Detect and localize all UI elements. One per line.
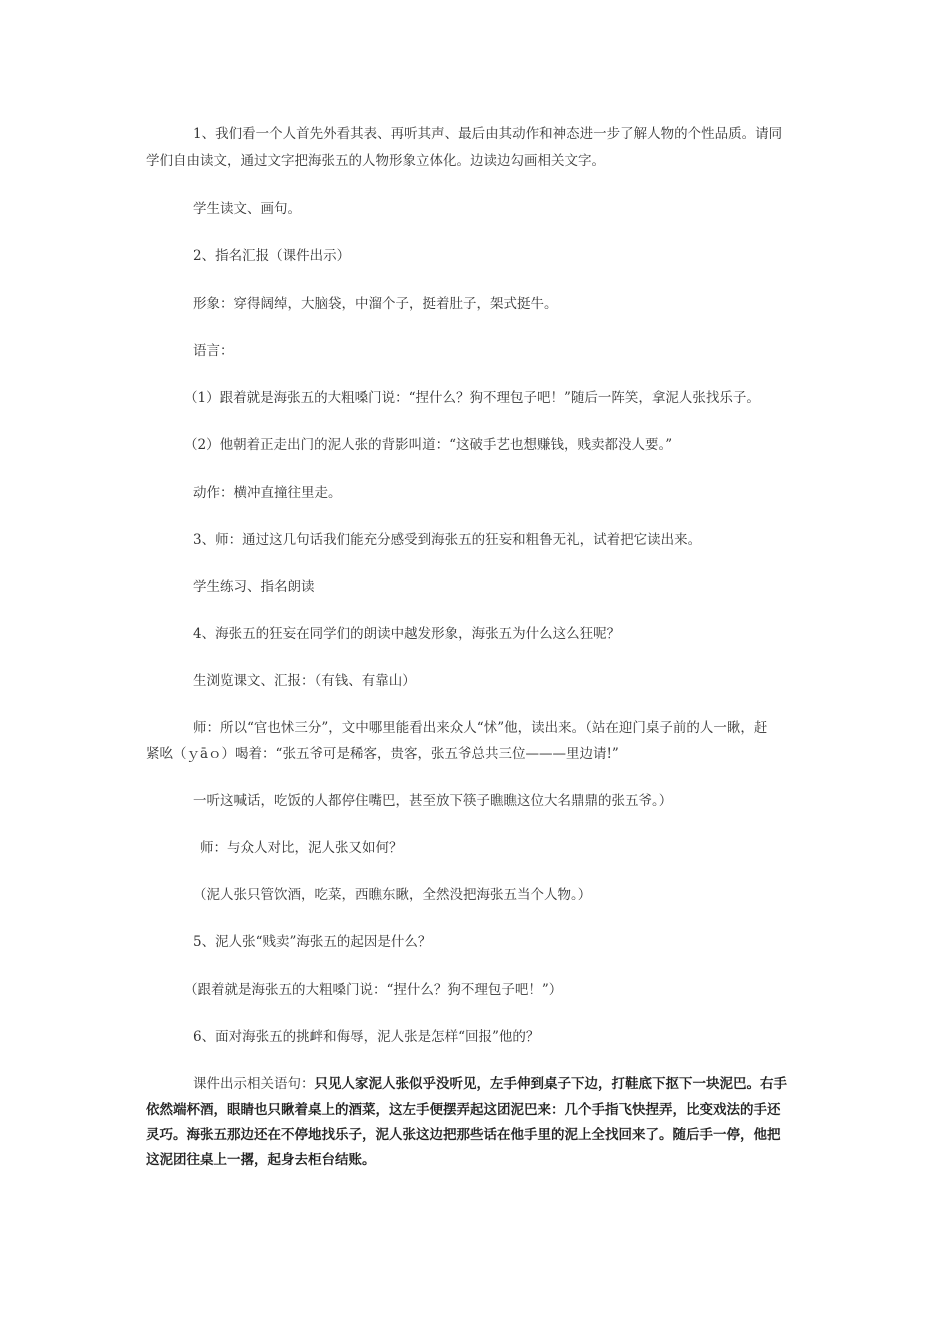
paragraph-7: （2）他朝着正走出门的泥人张的背影叫道：“这破手艺也想赚钱，贱卖都没人要。” bbox=[184, 437, 673, 453]
paragraph-12: 生浏览课文、汇报：（有钱、有靠山） bbox=[193, 673, 416, 689]
paragraph-17: 5、泥人张“贱卖”海张五的起因是什么？ bbox=[193, 934, 432, 950]
paragraph-20-line-2: 依然端杯酒，眼睛也只瞅着桌上的酒菜，这左手便摆弄起这团泥巴来：几个手指飞快捏弄，比变戏法的手还 bbox=[146, 1102, 781, 1118]
paragraph-20-line-4: 这泥团往桌上一撂，起身去柜台结账。 bbox=[146, 1152, 376, 1168]
paragraph-1-line-2: 学们自由读文，通过文字把海张五的人物形象立体化。边读边勾画相关文字。 bbox=[146, 153, 605, 169]
paragraph-19: 6、面对海张五的挑衅和侮辱，泥人张是怎样“回报”他的？ bbox=[193, 1029, 540, 1045]
paragraph-10: 学生练习、指名朗读 bbox=[193, 579, 315, 595]
paragraph-1-line-1: 1、我们看一个人首先外看其表、再听其声、最后由其动作和神态进一步了解人物的个性品质。请同 bbox=[193, 126, 783, 142]
paragraph-6: （1）跟着就是海张五的大粗嗓门说：“捏什么？狗不理包子吧！”随后一阵笑，拿泥人张找乐子。 bbox=[184, 390, 760, 406]
paragraph-5: 语言： bbox=[193, 343, 234, 359]
paragraph-16: （泥人张只管饮酒，吃菜，西瞧东瞅，全然没把海张五当个人物。） bbox=[193, 887, 592, 903]
paragraph-11: 4、海张五的狂妄在同学们的朗读中越发形象，海张五为什么这么狂呢？ bbox=[193, 626, 621, 642]
paragraph-13-line-2: 紧吆（ｙāｏ）喝着：“张五爷可是稀客，贵客，张五爷总共三位———里边请!” bbox=[146, 746, 619, 762]
paragraph-18: （跟着就是海张五的大粗嗓门说：“捏什么？狗不理包子吧！”） bbox=[184, 982, 563, 998]
paragraph-3: 2、指名汇报（课件出示） bbox=[193, 248, 351, 264]
paragraph-8: 动作：横冲直撞往里走。 bbox=[193, 485, 342, 501]
paragraph-20-line-1 bbox=[193, 1074, 787, 1094]
paragraph-20-prefix: 课件出示相关语句： bbox=[193, 1076, 315, 1092]
paragraph-20-line-3: 灵巧。海张五那边还在不停地找乐子，泥人张这边把那些话在他手里的泥上全找回来了。随后手一停，他把 bbox=[146, 1127, 781, 1143]
paragraph-14: 一听这喊话，吃饭的人都停住嘴巴，甚至放下筷子瞧瞧这位大名鼎鼎的张五爷。） bbox=[193, 793, 673, 809]
paragraph-4: 形象：穿得阔绰，大脑袋，中溜个子，挺着肚子，架式挺牛。 bbox=[193, 296, 558, 312]
paragraph-2: 学生读文、画句。 bbox=[193, 201, 301, 217]
paragraph-20-quote-start: 只见人家泥人张似乎没听见，左手伸到桌子下边，打鞋底下抠下一块泥巴。右手 bbox=[314, 1076, 787, 1092]
paragraph-9: 3、师：通过这几句话我们能充分感受到海张五的狂妄和粗鲁无礼，试着把它读出来。 bbox=[193, 532, 702, 548]
paragraph-13-line-1: 师：所以“官也怵三分”，文中哪里能看出来众人“怵”他，读出来。（站在迎门桌子前的人一瞅，赶 bbox=[193, 720, 768, 736]
paragraph-15: 师：与众人对比，泥人张又如何？ bbox=[200, 840, 403, 856]
